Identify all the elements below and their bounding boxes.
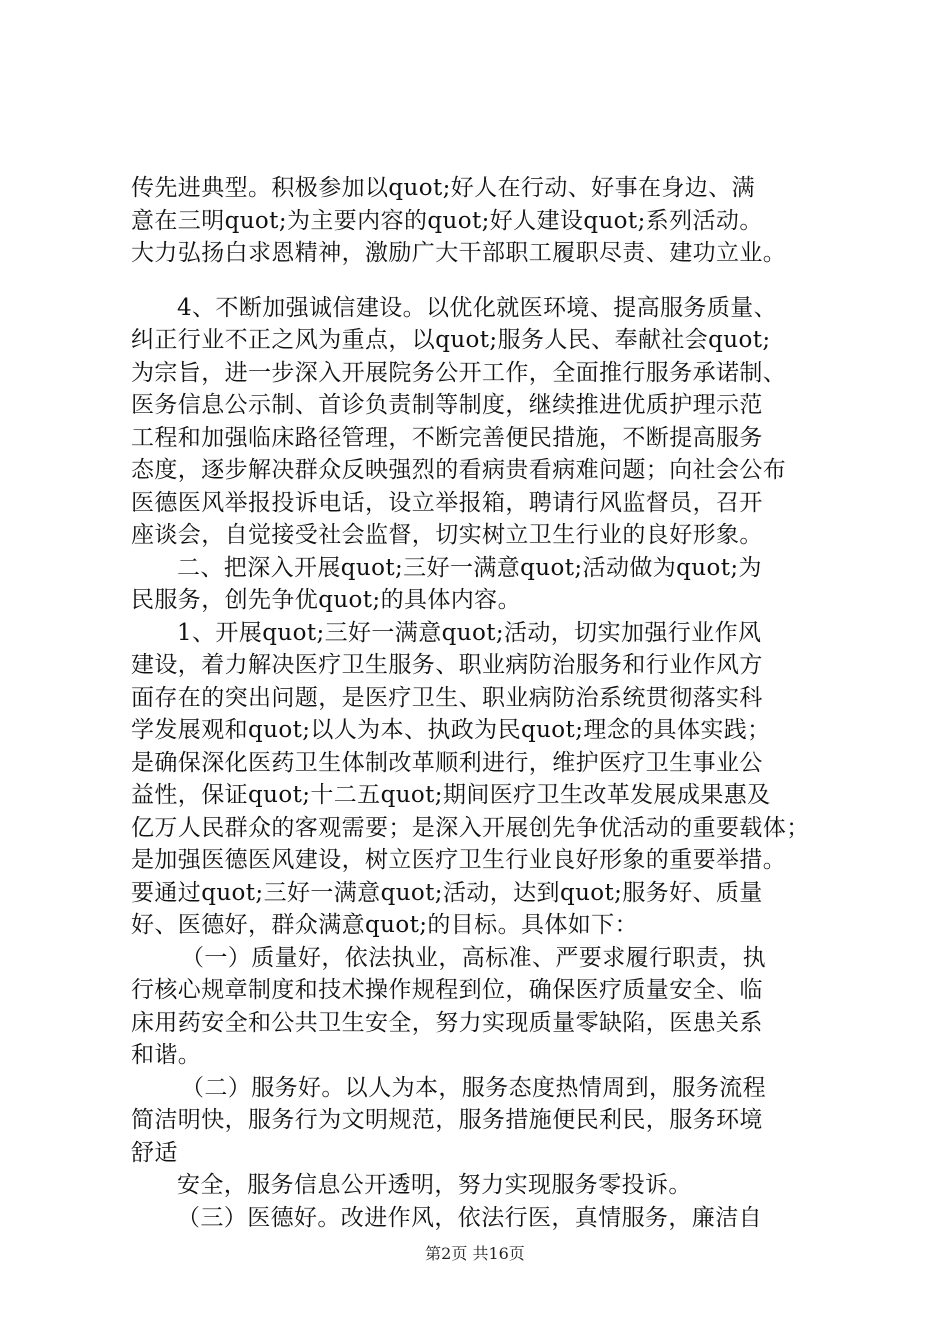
text-line: 大力弘扬白求恩精神，激励广大干部职工履职尽责、建功立业。	[131, 240, 787, 266]
text-line: 态度，逐步解决群众反映强烈的看病贵看病难问题；向社会公布	[131, 457, 787, 483]
text-line: 要通过quot;三好一满意quot;活动，达到quot;服务好、质量	[131, 879, 763, 906]
text-line: （二）服务好。以人为本，服务态度热情周到，服务流程	[181, 1074, 766, 1101]
text-line: 纠正行业不正之风为重点，以quot;服务人民、奉献社会quot;	[131, 327, 771, 353]
document-body	[131, 172, 851, 1234]
page-footer	[0, 1243, 950, 1265]
text-line: 民服务，创先争优quot;的具体内容。	[131, 587, 521, 613]
text-line: 是加强医德医风建设，树立医疗卫生行业良好形象的重要举措。	[131, 847, 787, 873]
text-line: 意在三明quot;为主要内容的quot;好人建设quot;系列活动。	[131, 207, 763, 234]
text-line: 座谈会，自觉接受社会监督，切实树立卫生行业的良好形象。	[131, 522, 763, 548]
text-line: 益性，保证quot;十二五quot;期间医疗卫生改革发展成果惠及	[131, 782, 771, 808]
text-line: 建设，着力解决医疗卫生服务、职业病防治服务和行业作风方	[131, 652, 763, 678]
text-line: 4、不断加强诚信建设。以优化就医环境、提高服务质量、	[177, 294, 778, 321]
text-line: 亿万人民群众的客观需要；是深入开展创先争优活动的重要载体；	[131, 814, 810, 841]
text-line: 行核心规章制度和技术操作规程到位，确保医疗质量安全、临	[131, 977, 763, 1003]
paragraph-gap	[131, 270, 851, 292]
text-line: 面存在的突出问题，是医疗卫生、职业病防治系统贯彻落实科	[131, 684, 763, 711]
text-line: 1、开展quot;三好一满意quot;活动，切实加强行业作风	[177, 619, 762, 646]
text-line: 简洁明快，服务行为文明规范，服务措施便民利民，服务环境	[131, 1107, 763, 1133]
text-line: 医德医风举报投诉电话，设立举报箱，聘请行风监督员，召开	[131, 489, 763, 516]
text-line: 二、把深入开展quot;三好一满意quot;活动做为quot;为	[177, 554, 762, 581]
text-line: 床用药安全和公共卫生安全，努力实现质量零缺陷，医患关系	[131, 1009, 763, 1036]
text-line: 和谐。	[131, 1042, 202, 1068]
text-line: 安全，服务信息公开透明，努力实现服务零投诉。	[177, 1172, 692, 1198]
text-line: （一）质量好，依法执业，高标准、严要求履行职责，执	[181, 944, 766, 971]
text-line: 工程和加强临床路径管理，不断完善便民措施，不断提高服务	[131, 424, 763, 451]
text-line: 医务信息公示制、首诊负责制等制度，继续推进优质护理示范	[131, 392, 763, 418]
text-line: 学发展观和quot;以人为本、执政为民quot;理念的具体实践；	[131, 717, 771, 743]
text-line: 是确保深化医药卫生体制改革顺利进行，维护医疗卫生事业公	[131, 749, 763, 776]
text-line: 好、医德好，群众满意quot;的目标。具体如下：	[131, 912, 638, 938]
text-line: 为宗旨，进一步深入开展院务公开工作，全面推行服务承诺制、	[131, 359, 787, 386]
page-number-label: 第2页 共16页	[425, 1244, 525, 1263]
text-line: （三）医德好。改进作风，依法行医，真情服务，廉洁自	[177, 1204, 762, 1231]
text-line: 舒适	[131, 1139, 178, 1166]
text-line: 传先进典型。积极参加以quot;好人在行动、好事在身边、满	[131, 175, 755, 201]
